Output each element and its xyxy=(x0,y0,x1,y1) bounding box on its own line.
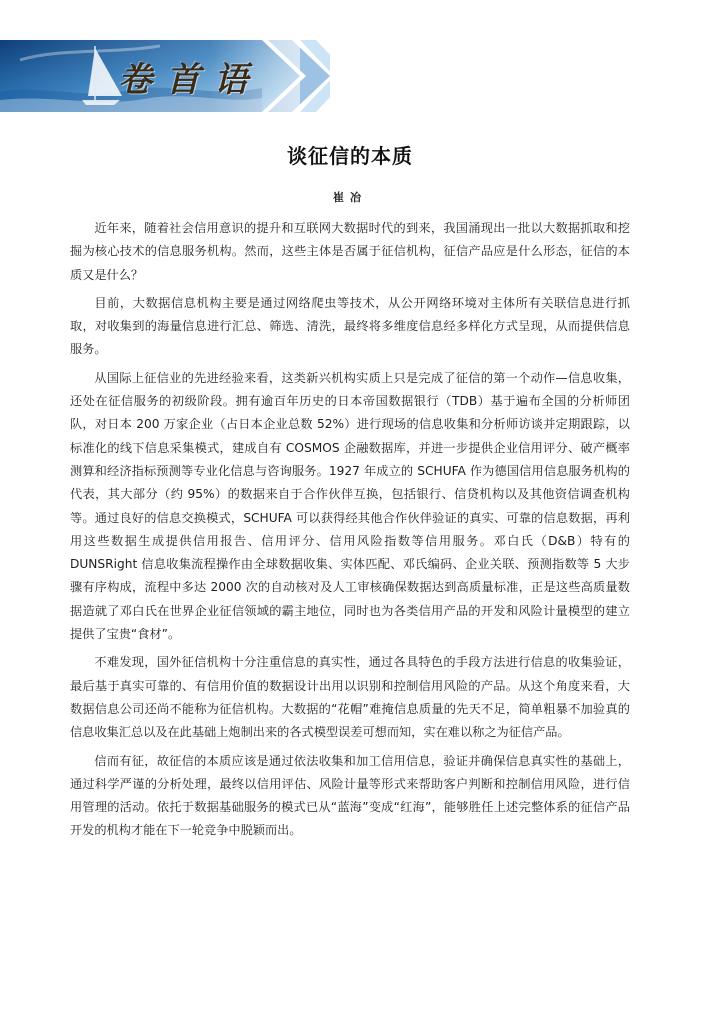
header-banner xyxy=(0,40,330,112)
paragraph-3: 从国际上征信业的先进经验来看，这类新兴机构实质上只是完成了征信的第一个动作—信息收集，还处在征信服务的初级阶段。拥有逾百年历史的日本帝国数据银行（TDB）基于遍布全国的分析师团队，对日本 200 万家企业（占日本企业总数 52%）进行现场的信息收集和分析师访谈并定期跟踪，以标准化的线下信息采集模式，建成自有 COSMOS 企融数据库，并进一步提供企业信用评分、破产概率测算和经济指标预测等专业化信息与咨询服务。1927 年成立的 SCHUFA 作为德国信用信息服务机构的代表，其大部分（约 95%）的数据来自于合作伙伴互换，包括银行、信贷机构以及其他资信调查机构等。通过良好的信息交换模式，SCHUFA 可以获得经其他合作伙伴验证的真实、可靠的信息数据，再利用这些数据生成提供信用报告、信用评分、信用风险指数等信用服务。邓白氏（D&B）特有的 DUNSRight 信息收集流程操作由全球数据收集、实体匹配、邓氏编码、企业关联、预测指数等 5 大步骤有序构成，流程中多达 2000 次的自动核对及人工审核确保数据达到高质量标准，正是这些高质量数据造就了邓白氏在世界企业征信领域的霸主地位，同时也为各类信用产品的开发和风险计量模型的建立提供了宝贵“食材”。 xyxy=(70,370,630,642)
article xyxy=(70,140,630,848)
article-author: 崔冶 xyxy=(333,191,367,204)
paragraph-4: 不难发现，国外征信机构十分注重信息的真实性，通过各具特色的手段方法进行信息的收集验证，最后基于真实可靠的、有信用价值的数据设计出用以识别和控制信用风险的产品。从这个角度来看，大数据信息公司还尚不能称为征信机构。大数据的“花帽”难掩信息质量的先天不足，简单粗暴不加验真的信息收集汇总以及在此基础上炮制出来的各式模型误差可想而知，实在难以称之为征信产品。 xyxy=(70,655,630,740)
column-title: 卷首语 xyxy=(118,60,262,100)
paragraph-2: 目前，大数据信息机构主要是通过网络爬虫等技术，从公开网络环境对主体所有关联信息进行抓取，对收集到的海量信息进行汇总、筛选、清洗，最终将多维度信息经多样化方式呈现，从而提供信息服务。 xyxy=(70,295,630,357)
paragraph-5: 信而有征，故征信的本质应该是通过依法收集和加工信用信息，验证并确保信息真实性的基础上，通过科学严谨的分析处理，最终以信用评估、风险计量等形式来帮助客户判断和控制信用风险，进行信用管理的活动。依托于数据基础服务的模式已从“蓝海”变成“红海”，能够胜任上述完整体系的征信产品开发的机构才能在下一轮竞争中脱颖而出。 xyxy=(70,753,630,838)
article-title: 谈征信的本质 xyxy=(287,144,413,168)
paragraph-1: 近年来，随着社会信用意识的提升和互联网大数据时代的到来，我国涌现出一批以大数据抓取和挖掘为核心技术的信息服务机构。然而，这些主体是否属于征信机构，征信产品应是什么形态，征信的本质又是什么？ xyxy=(70,221,630,282)
